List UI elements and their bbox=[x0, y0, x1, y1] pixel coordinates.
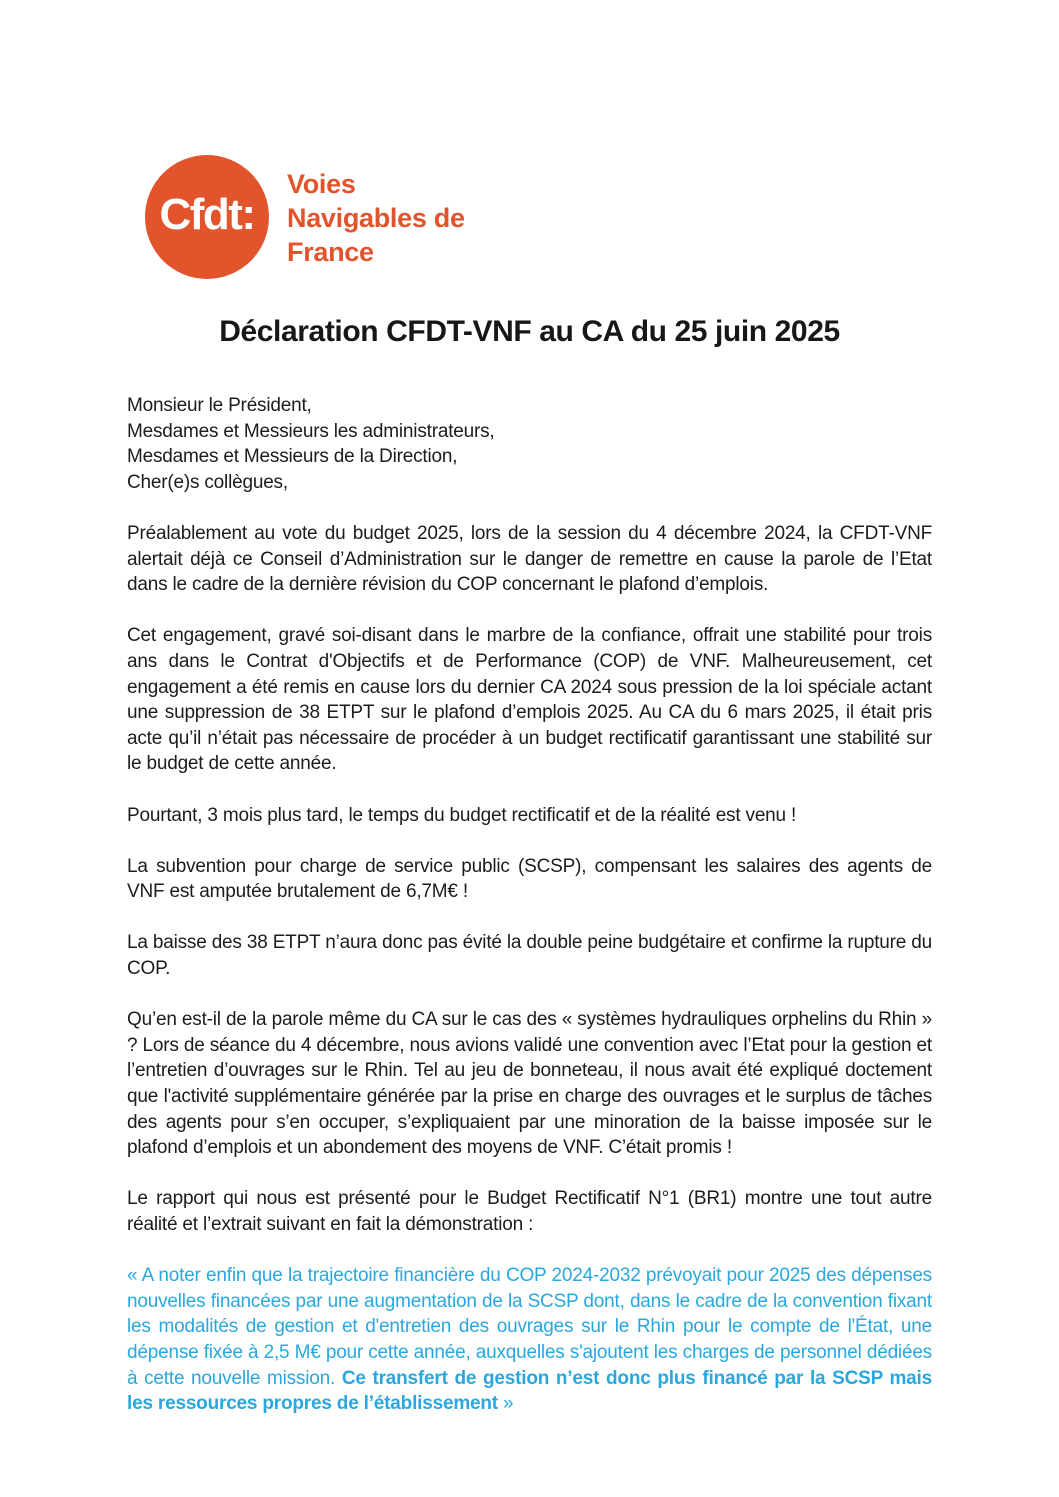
paragraph: Pourtant, 3 mois plus tard, le temps du budget rectificatif et de la réalité est venu ! bbox=[127, 804, 797, 826]
salutation-line: Monsieur le Président, bbox=[127, 395, 312, 416]
salutation-line: Mesdames et Messieurs les administrateurs, bbox=[127, 420, 495, 442]
paragraph: La baisse des 38 ETPT n’aura donc pas évité la double peine budgétaire et confirme la rupture du COP. bbox=[127, 932, 932, 980]
salutation-block bbox=[127, 393, 932, 495]
cfdt-logo-circle bbox=[145, 155, 269, 279]
paragraph: Le rapport qui nous est présenté pour le Budget Rectificatif N°1 (BR1) montre une tout autre réalité et l’extrait suivant en fait la démonstration : bbox=[127, 1188, 932, 1235]
cfdt-brand-text: Cfdt: bbox=[159, 190, 255, 239]
org-name-line: France bbox=[287, 237, 374, 267]
org-name-line: Navigables de bbox=[287, 203, 465, 233]
document-body bbox=[127, 393, 932, 1417]
paragraph: Qu’en est-il de la parole même du CA sur le cas des « systèmes hydrauliques orphelins du Rhin » ? Lors de séance du 4 décembre, nous avions validé une convention avec l’Etat pour la gestion et l’entretien d’ouvrages sur le Rhin. Tel au jeu de bonneteau, il nous avait été expliqué doctement que l'activité supplémentaire générée par la prise en charge des ouvrages et le surplus de tâches des agents pour s’en occuper, s’expliquaient par une minoration de la baisse imposée sur le plafond d’emplois et un abondement des moyens de VNF. C’était promis ! bbox=[127, 1009, 932, 1159]
org-name-line: Voies bbox=[287, 169, 356, 199]
quote-bold-emphasis: Ce transfert de gestion n’est donc plus financé par la SCSP mais les ressources propres de l’établissement bbox=[127, 1367, 932, 1415]
salutation-line: Mesdames et Messieurs de la Direction, bbox=[127, 446, 458, 468]
org-name bbox=[287, 155, 465, 269]
paragraph: La subvention pour charge de service public (SCSP), compensant les salaires des agents de VNF est amputée brutalement de 6,7M€ ! bbox=[127, 855, 932, 903]
salutation-line: Cher(e)s collègues, bbox=[127, 471, 288, 493]
paragraph: Cet engagement, gravé soi-disant dans le marbre de la confiance, offrait une stabilité pour trois ans dans le Contrat d'Objectifs et de Performance (COP) de VNF. Malheureusement, cet engagement a été remis en cause lors du dernier CA 2024 sous pression de la loi spéciale actant une suppression de 38 ETPT sur le plafond d’emplois 2025. Au CA du 6 mars 2025, il était pris acte qu’il n’était pas nécessaire de procéder à un budget rectificatif garantissant une stabilité sur le budget de cette année. bbox=[127, 625, 932, 775]
quote-paragraph bbox=[127, 1263, 932, 1417]
document-title: Déclaration CFDT-VNF au CA du 25 juin 2025 bbox=[219, 315, 840, 348]
cfdt-vnf-logo bbox=[145, 0, 932, 279]
quote-close: » bbox=[497, 1393, 514, 1415]
paragraph: Préalablement au vote du budget 2025, lors de la session du 4 décembre 2024, la CFDT-VNF alertait déjà ce Conseil d’Administration sur le danger de remettre en cause la parole de l’Etat dans le cadre de la dernière révision du COP concernant le plafond d’emplois. bbox=[127, 522, 932, 596]
quote-lead: « A noter enfin que la trajectoire financière du COP 2024-2032 prévoyait pour 2025 des dépenses nouvelles financées par une augmentation de la SCSP dont, dans le cadre de la convention fixant les modalités de gestion et d'entretien des ouvrages sur le Rhin pour le compte de l'État, une dépense fixée à 2,5 M€ pour cette année, auxquelles s'ajoutent les charges de personnel dédiées à cette nouvelle mission. bbox=[127, 1265, 932, 1389]
